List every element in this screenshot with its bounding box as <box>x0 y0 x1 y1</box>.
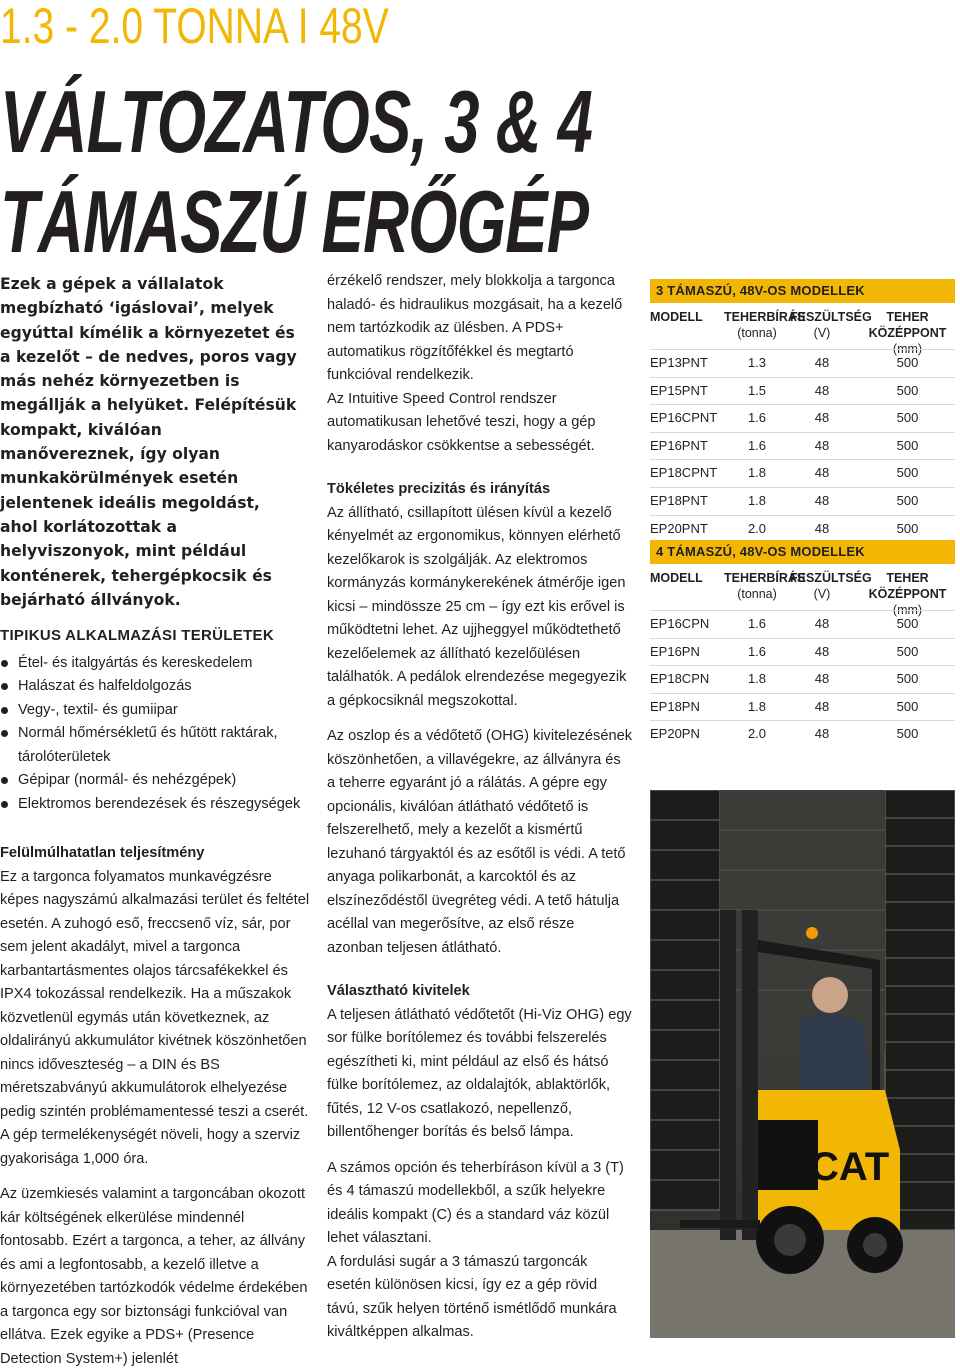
table-row: EP18CPN 1.8 48 500 <box>650 665 955 693</box>
col-voltage: FESZÜLTSÉG (V) <box>790 571 872 601</box>
table-4-wheel <box>650 540 955 748</box>
table-row: EP16CPNT 1.6 48 500 <box>650 404 955 432</box>
precision-paragraph-2: Az oszlop és a védőtető (OHG) kivitelezésének köszönhetően, a villavégekre, az állványra és a teherre egyaránt jó a rálátás. A gépre egy opcionális, kiválóan átlátható védőtető is felszerelhető, mely a kezelőt a kismértű lezuhanó tárgyaktól és az esőtől is védi. A tető anyaga polikarbonát, a karcoktól és az elszíneződéstől üvegréteg védi. A tető hátulja acéllal van megerősítve, az első része azonban teljesen átlátható. <box>327 728 632 956</box>
table-row: EP16CPN 1.6 48 500 <box>650 610 955 638</box>
forklift-photo <box>650 790 955 1338</box>
col-model: MODELL <box>650 571 703 585</box>
table-4-title: 4 TÁMASZÚ, 48V-OS MODELLEK <box>650 540 955 564</box>
pds-paragraph: érzékelő rendszer, mely blokkolja a targonca haladó- és hidraulikus mozgásait, ha a kezelő nem tartózkodik az ülésben. A PDS+ automatikus rögzítőfékkel és megtartó funkcióval rendelkezik. <box>327 273 623 383</box>
col-voltage: FESZÜLTSÉG (V) <box>790 310 872 340</box>
isc-paragraph: Az Intuitive Speed Control rendszer automatikusan lehetővé teszi, hogy a gép kanyarodáskor csökkentse a sebességét. <box>327 390 596 454</box>
cat-logo: CAT <box>810 1145 890 1189</box>
table-row: EP15PNT 1.5 48 500 <box>650 377 955 405</box>
list-item: Gépipar (normál- és nehézgépek) <box>0 769 310 793</box>
list-item: Elektromos berendezések és részegységek <box>0 793 310 817</box>
kicker-title: 1.3 - 2.0 TONNA I 48V <box>0 0 389 54</box>
page-headline <box>0 72 720 272</box>
col-model: MODELL <box>650 310 703 324</box>
applications-list <box>0 652 310 817</box>
table-row: EP20PN 2.0 48 500 <box>650 720 955 748</box>
forklift-illustration <box>650 790 955 1338</box>
table-3-title: 3 TÁMASZÚ, 48V-OS MODELLEK <box>650 279 955 303</box>
headline-line-1: VÁLTOZATOS, 3 & 4 <box>0 72 593 171</box>
performance-title: Felülmúlhatatlan teljesítmény <box>0 845 205 861</box>
table-3-wheel <box>650 279 955 542</box>
middle-column <box>327 270 632 1345</box>
intro-paragraph: Ezek a gépek a vállalatok megbízható ‘igáslovai’, melyek egyúttal kímélik a környezetet és a kezelőt – de nedves, poros vagy más nehéz környezetben is megállják a helyüket. Felépítésük kompakt, kiválóan manővereznek, így olyan munkakörülmények esetén jelentenek ideális megoldást, ahol korlátozottak a helyviszonyok, mint például konténerek, tehergépkocsik és bejárható állványok. <box>0 275 297 609</box>
options-title: Választható kivitelek <box>327 983 470 999</box>
col-capacity: TEHERBÍRÁS (tonna) <box>724 571 806 601</box>
table-row: EP18PN 1.8 48 500 <box>650 693 955 721</box>
table-row: EP13PNT 1.3 48 500 <box>650 349 955 377</box>
left-column <box>0 624 310 1371</box>
options-paragraph-2: A számos opción és teherbíráson kívül a 3 (T) és 4 támaszú modellekből, a szűk helyekre ideális kompakt (C) és a standard váz közül lehet választani. <box>327 1159 624 1246</box>
col-load-center: TEHER KÖZÉPPONT (mm) <box>868 310 947 356</box>
table-row: EP18CPNT 1.8 48 500 <box>650 459 955 487</box>
table-row: EP20PNT 2.0 48 500 <box>650 515 955 543</box>
table-3-header <box>650 309 955 356</box>
performance-paragraph-1: Ez a targonca folyamatos munkavégzésre képes nagyszámú alkalmazási terület és feltétel esetén. A zuhogó eső, freccsenő víz, sár, por sem jelent akadályt, mivel a targonca karbantartásmentes olajos tárcsafékekkel és IPX4 tokozással rendelkezik. Ha a műszakok közvetlenül egymás után következnek, az oldalirányú akkumulátor kivétnek köszönhetően nincs időveszteség – a DIN és BS méretszabványú akkumulátorok elhelyezése pedig szintén problémamentessé teszi a cserét. A gép termelékenységét növeli, hogy a szerviz gyakorisága 1,000 óra. <box>0 868 310 1167</box>
performance-paragraph-2: Az üzemkiesés valamint a targoncában okozott kár költségének elkerülése mindennél fontosabb. Ezért a targonca, a teher, az állvány és ami a legfontosabb, a kezelő illetve a környezetében tartózkodók védelme érdekében a targonca egy sor biztonsági funkcióval van ellátva. Ezek egyike a PDS+ (Presence Detection System+) jelenlét <box>0 1186 308 1367</box>
options-paragraph-3: A fordulási sugár a 3 támaszú targoncák esetén különösen kicsi, így ez a gép rövid távú, szűk helyen történő ismétlődő munkára kiváltképpen alkalmas. <box>327 1253 617 1340</box>
table-4-header <box>650 570 955 617</box>
applications-title: TIPIKUS ALKALMAZÁSI TERÜLETEK <box>0 627 274 644</box>
col-capacity: TEHERBÍRÁS (tonna) <box>724 310 806 340</box>
list-item: Étel- és italgyártás és kereskedelem <box>0 652 310 676</box>
list-item: Vegy-, textil- és gumiipar <box>0 699 310 723</box>
table-row: EP16PN 1.6 48 500 <box>650 638 955 666</box>
list-item: Halászat és halfeldolgozás <box>0 675 310 699</box>
table-row: EP16PNT 1.6 48 500 <box>650 432 955 460</box>
list-item: Normál hőmérsékletű és hűtött raktárak, tárolóterületek <box>0 722 310 769</box>
col-load-center: TEHER KÖZÉPPONT (mm) <box>868 571 947 617</box>
options-paragraph-1: A teljesen átlátható védőtetőt (Hi-Viz OHG) egy sor fülke borítólemez és további felszerelés egészítheti ki, mint például az első és hátsó fülke borítólemez, az oldalajtók, ablaktörlők, fűtés, 12 V-os csatlakozó, nepellenző, billentőhenger borítás és belső lámpa. <box>327 1006 632 1140</box>
table-row: EP18PNT 1.8 48 500 <box>650 487 955 515</box>
precision-title: Tökéletes precizitás és irányítás <box>327 481 551 497</box>
precision-paragraph-1: Az állítható, csillapított ülésen kívül a kezelő kényelmét az ergonomikus, könnyen elérhető kezelőkarok is szolgálják. Az elektromos kormányzás kormánykerekének átmérője igen kicsi – mindössze 25 cm – így ezt kis erővel is működtetni lehet. Az ujjheggyel működtethető kezelőelemek az állítható kezelőülésen találhatók. A pedálok elrendezése megegyezik a gépkocsiknál megszokottal. <box>327 504 627 709</box>
headline-line-2: TÁMASZÚ ERŐGÉP <box>0 172 589 271</box>
